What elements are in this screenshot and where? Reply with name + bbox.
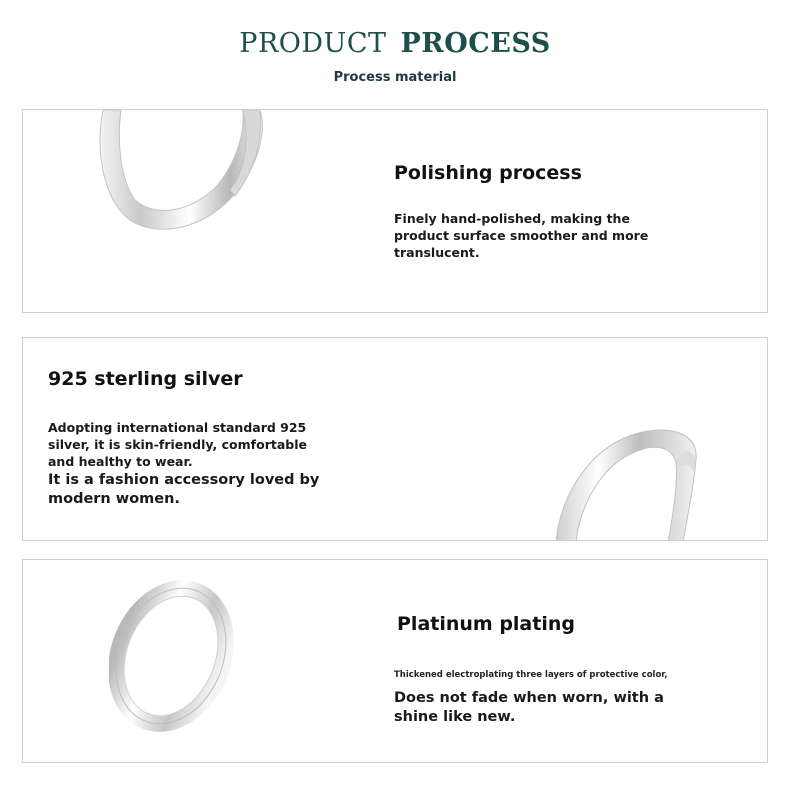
panel-platinum-plating [22,559,768,763]
ring-image-cropped [548,424,728,541]
panel-heading: 925 sterling silver [48,368,243,390]
ring-image [109,578,239,738]
panel-text-secondary: It is a fashion accessory loved by modern women. [48,472,320,507]
page-subtitle: Process material [333,70,457,85]
page-title-light: PRODUCT [239,28,387,59]
panel-sterling-silver [22,337,768,541]
panel-polishing [22,109,768,313]
page-title [0,28,790,59]
panel-text: Finely hand-polished, making the product surface smoother and more translucent. [394,211,649,260]
ring-image-cropped [85,110,275,250]
panel-heading: Platinum plating [397,613,575,635]
panel-heading: Polishing process [394,162,582,184]
panel-text-small: Thickened electroplating three layers of protective color, [394,670,668,680]
page-title-bold: PROCESS [400,28,551,59]
panel-text: Adopting international standard 925 silver, it is skin-friendly, comfortable and healthy to wear. [48,420,307,469]
panel-text-secondary: Does not fade when worn, with a shine like new. [394,690,664,725]
